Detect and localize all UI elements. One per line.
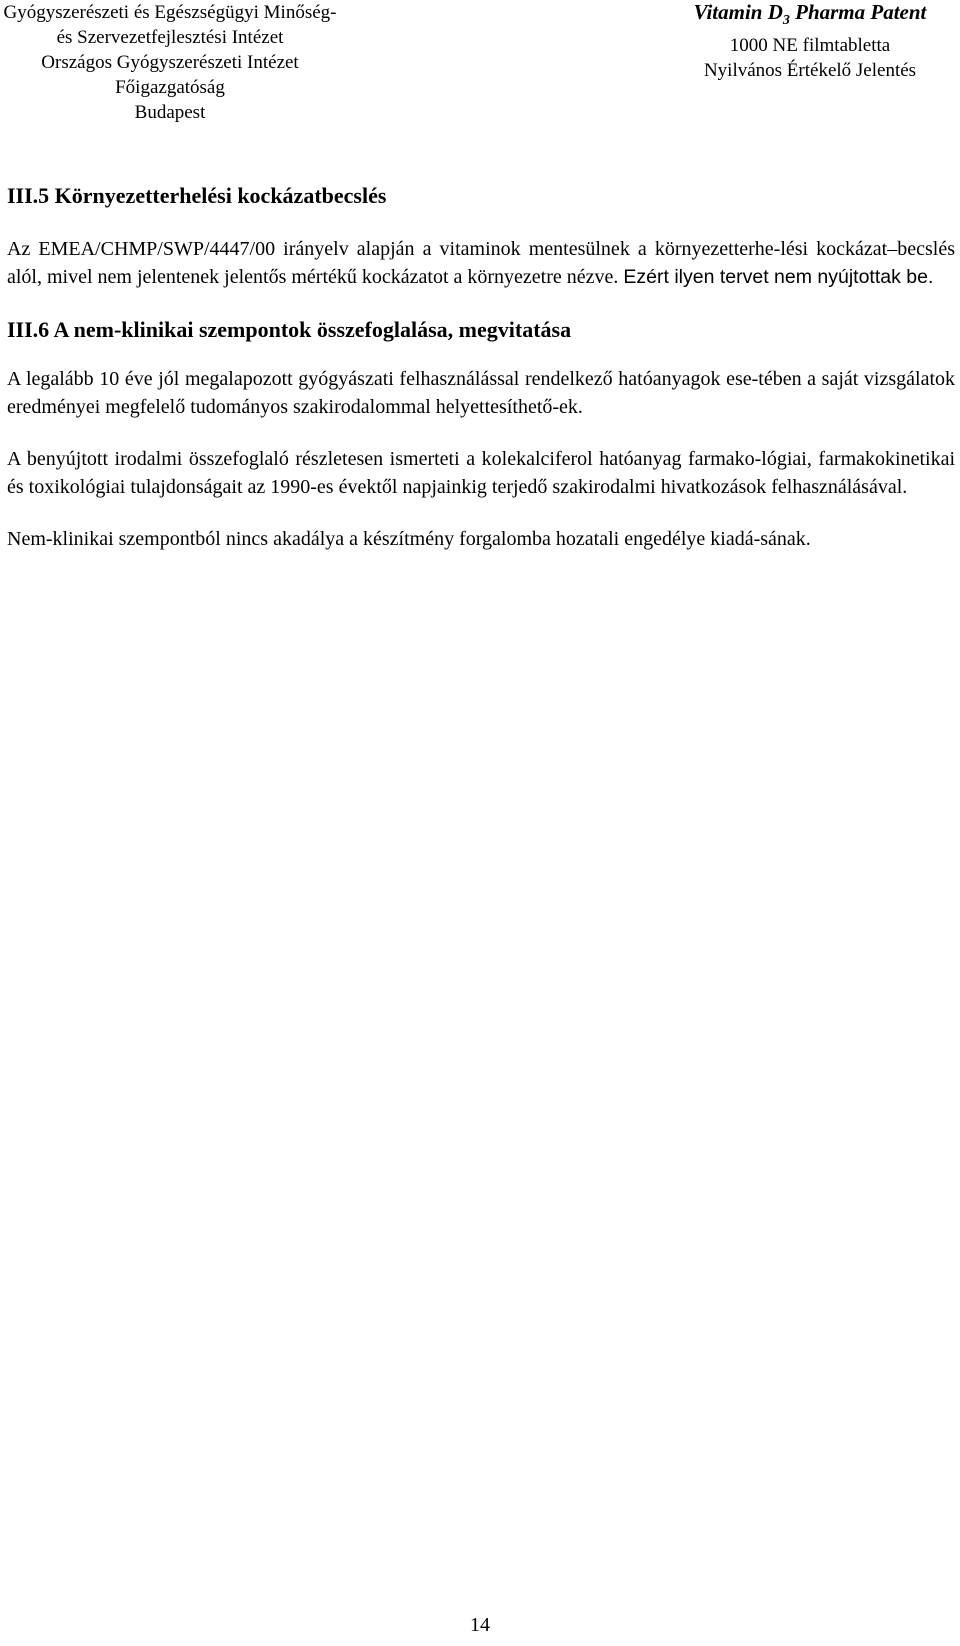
page-header [0,0,960,130]
institution-block [0,0,340,125]
section-3-6-paragraph-2: A benyújtott irodalmi összefoglaló részletesen ismerteti a kolekalciferol hatóanyag farmako-lógiai, farmakokinetikai és toxikológiai tulajdonságait az 1990-es évektől napjainkig terjedő szakirodalmi hivatkozások felhasználásával. [7,448,955,498]
document-body [7,181,955,577]
product-title [660,0,960,33]
page-number: 14 [470,1614,490,1636]
section-3-5-paragraph [7,235,955,291]
section-3-6-title: III.6 A nem-klinikai szempontok összefoglalása, megvitatása [7,317,572,342]
product-title-rest: Pharma Patent [789,0,927,24]
institution-line-1: Gyógyszerészeti és Egészségügyi Minőség- [3,2,337,23]
institution-line-4: Főigazgatóság [115,77,225,98]
section-3-6-paragraph-1: A legalább 10 éve jól megalapozott gyógyászati felhasználással rendelkező hatóanyagok ese-tében a saját vizsgálatok eredményei megfelelő tudományos szakirodalommal helyettesíthető-ek. [7,368,955,418]
product-block [660,0,960,83]
section-3-5-title: III.5 Környezetterhelési kockázatbecslés [7,183,387,208]
product-strength: 1000 NE filmtabletta [729,35,891,57]
institution-line-5: Budapest [134,102,206,123]
product-title-main: Vitamin D [693,0,783,24]
institution-line-3: Országos Gyógyszerészeti Intézet [41,52,299,73]
report-type: Nyilvános Értékelő Jelentés [703,60,917,82]
section-3-5-text-main: Az EMEA/CHMP/SWP/4447/00 irányelv alapján a vitaminok mentesülnek a környezetterhe-lési kockázat–becslés alól, mivel nem jelentenek jelentős mértékű kockázatot a környezetre nézve. [7,238,955,288]
institution-line-2: és Szervezetfejlesztési Intézet [56,27,284,48]
section-3-6-paragraph-3: Nem-klinikai szempontból nincs akadálya a készítmény forgalomba hozatali engedélye kiadá-sának. [7,528,811,550]
product-title-subscript: 3 [782,13,790,29]
section-3-5-text-sans: Ezért ilyen tervet nem nyújtottak be. [623,266,934,288]
